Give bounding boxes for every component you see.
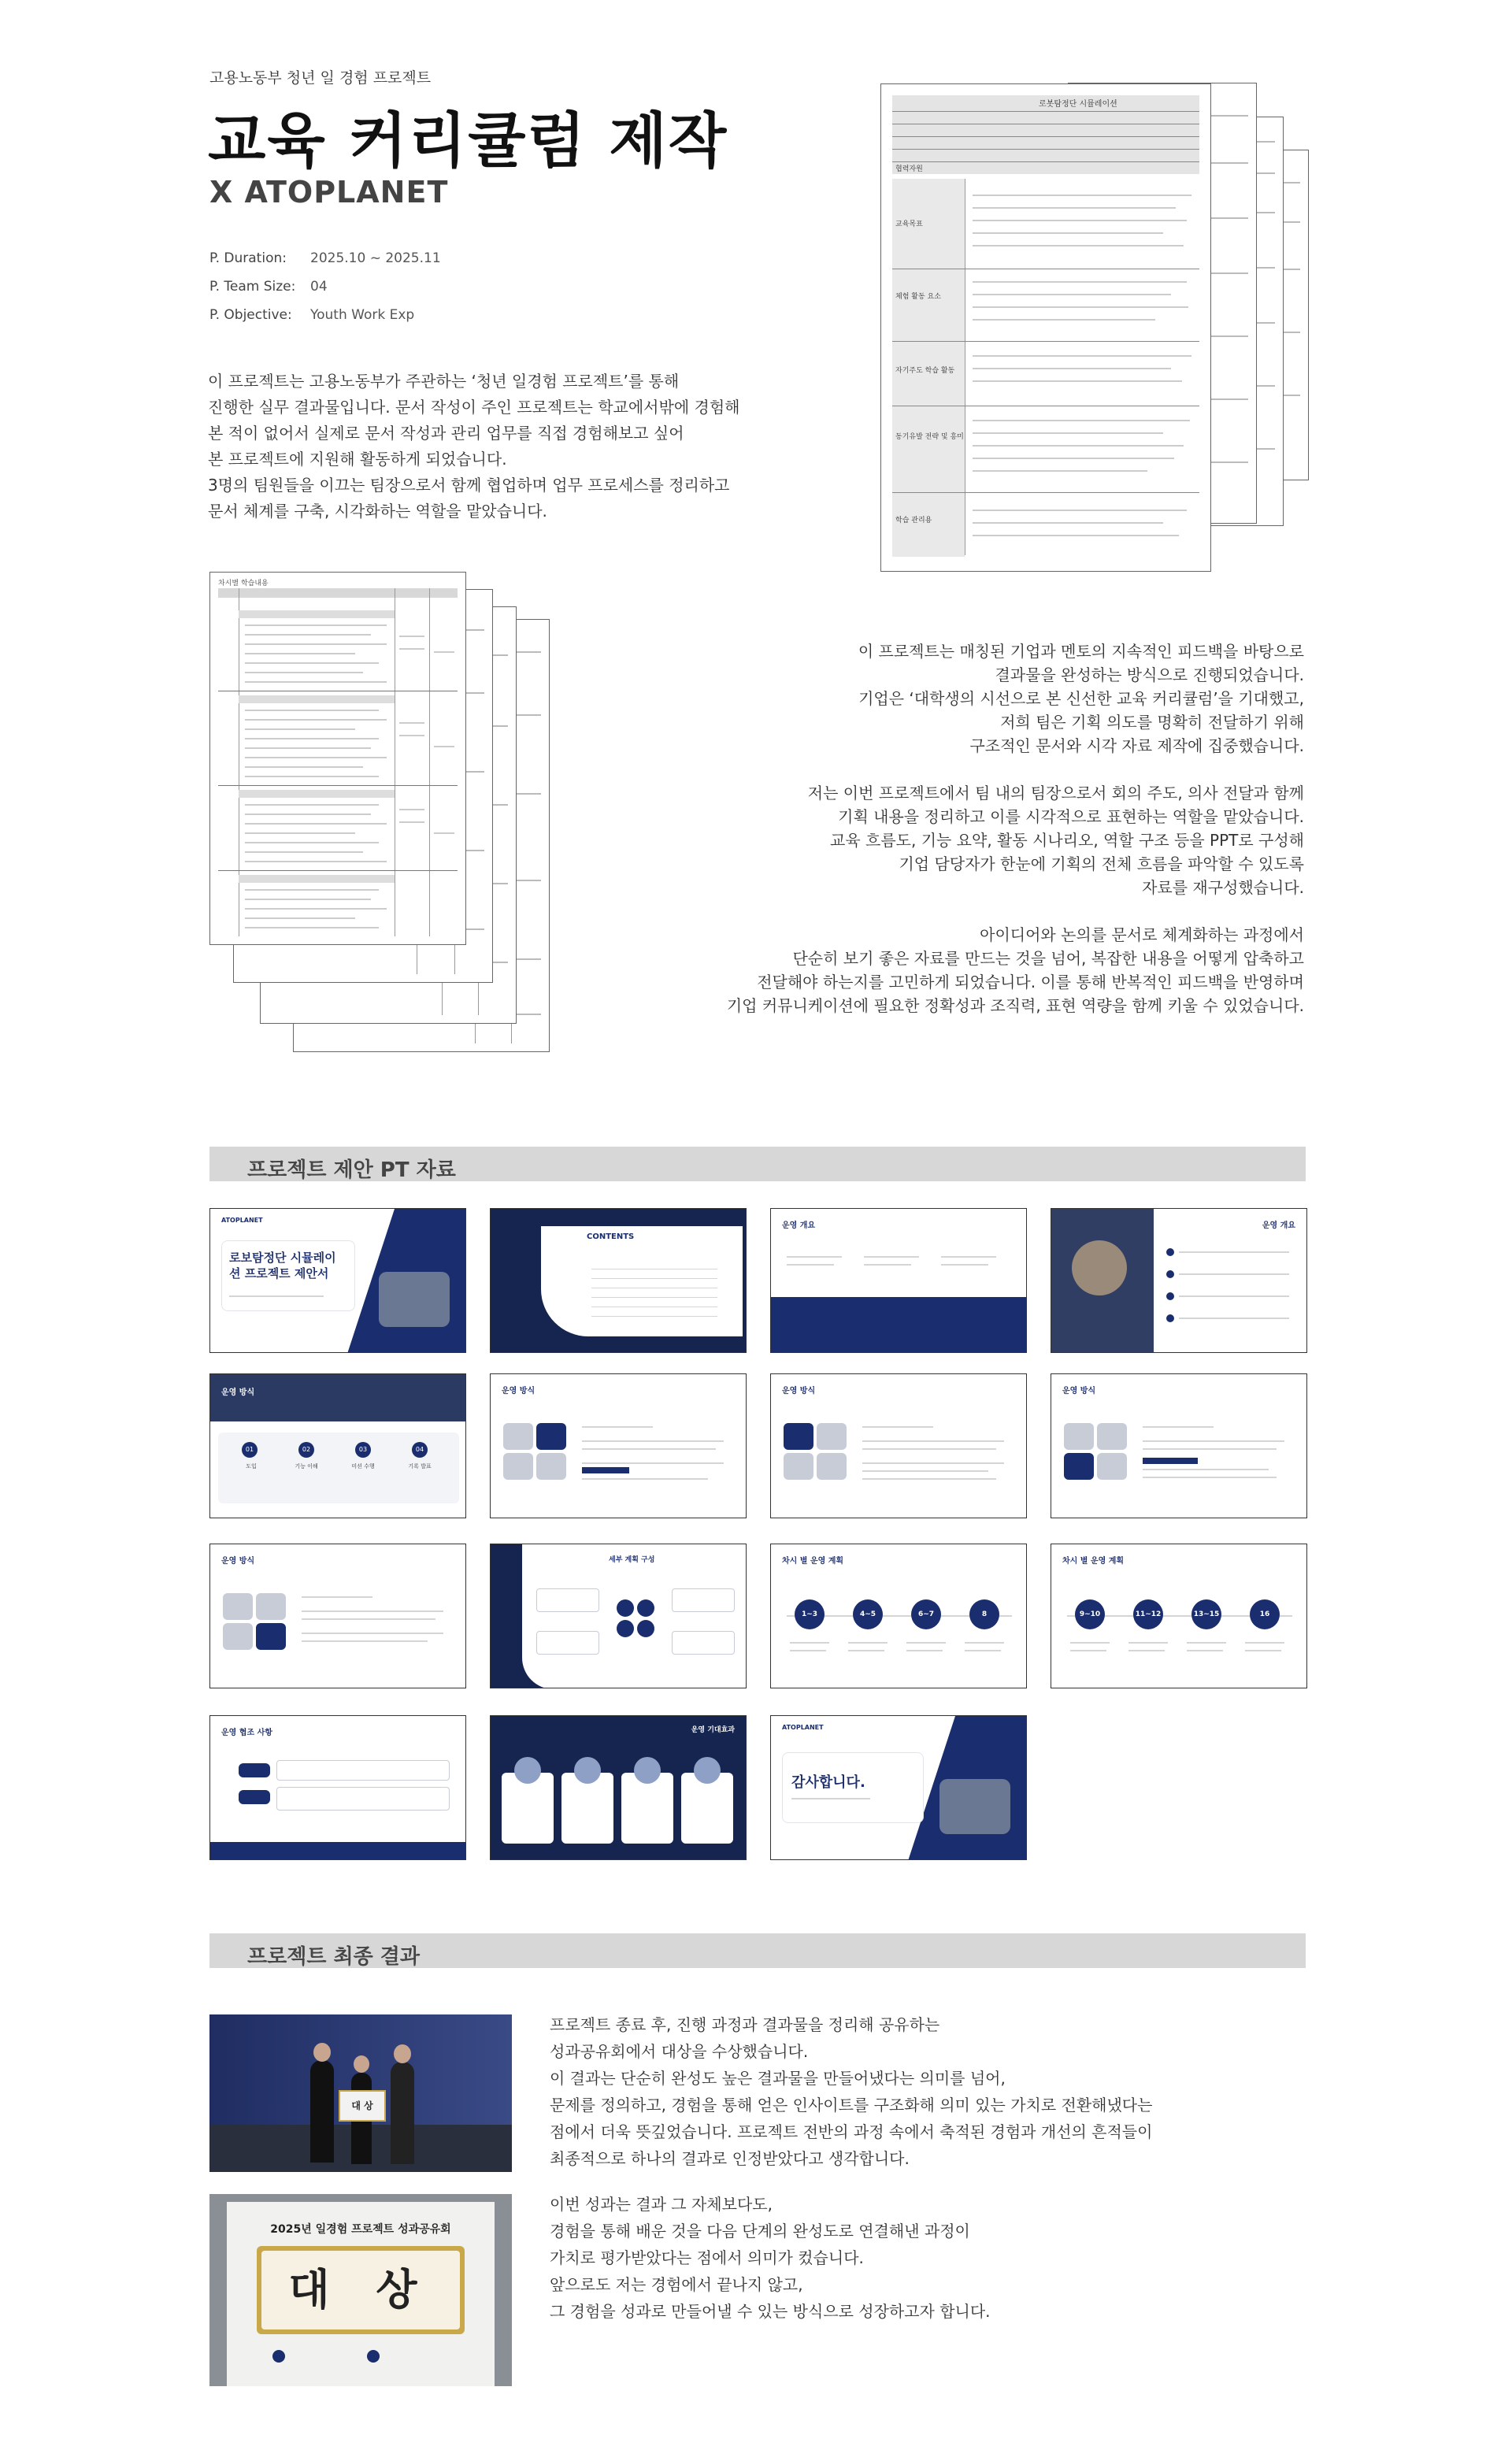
section-result-header: 프로젝트 최종 결과 <box>209 1933 1306 1968</box>
meta-objective: P. Objective: Youth Work Exp <box>209 307 415 323</box>
page-title: 교육 커리큘럼 제작 <box>208 106 728 176</box>
thanks-title: 감사합니다. <box>791 1774 865 1791</box>
result-paragraph-1: 프로젝트 종료 후, 진행 과정과 결과물을 정리해 공유하는 성과공유회에서 대상을 수상했습니다. 이 결과는 단순히 완성도 높은 결과물을 만들어냈다는 의미를 넘어, 문제를 정의하고, 경험을 통해 얻은 인사이트를 구조화해 의미 있는 가치로 전환해냈다는 점에서 더욱 뜻깊었습니다. 프로젝트 전반의 과정 속에서 축적된 경험과 개선의 흔적들이 최종적으로 하나의 결과로 인정받았다고 생각합니다. <box>550 2015 1153 2168</box>
partner-title: X ATOPLANET <box>209 175 449 209</box>
slide-plan-1: 차시 별 운영 계획 1~3 4~5 6~7 8 <box>770 1544 1027 1688</box>
slide-method-4: 운영 방식 <box>1051 1373 1307 1518</box>
slide-method-steps: 운영 방식 01 02 03 04 도입 기능 이해 미션 수행 기록 발표 <box>209 1373 466 1518</box>
award-certificate-photo: 2025년 일경험 프로젝트 성과공유회 대 상 <box>209 2194 512 2386</box>
slide-overview: 운영 개요 <box>770 1208 1027 1353</box>
left-doc-title: 차시별 학습내용 <box>218 580 269 587</box>
project-description: 이 프로젝트는 매칭된 기업과 멘토의 지속적인 피드백을 바탕으로 결과물을 완성하는 방식으로 진행되었습니다. 기업은 ‘대학생의 시선으로 본 신선한 교육 커리큘럼’을 기대했고, 저희 팀은 기획 의도를 명확히 전달하기 위해 구조적인 문서와 시각 자료 제작에 집중했습니다. 저는 이번 프로젝트에서 팀 내의 팀장으로서 회의 주도, 의사 전달과 함께 기획 내용을 정리하고 이를 시각적으로 표현하는 역할을 맡았습니다. 교육 흐름도, 기능 요약, 활동 시나리오, 역할 구조 등을 PPT로 구성해 기업 담당자가 한눈에 기획의 전체 흐름을 파악할 수 있도록 자료를 재구성했습니다. 아이디어와 논의를 문서로 체계화하는 과정에서 단순히 보기 좋은 자료를 만드는 것을 넘어, 복잡한 내용을 어떻게 압축하고 전달해야 하는지를 고민하게 되었습니다. 이를 통해 반복적인 피드백을 반영하며 기업 커뮤니케이션에 필요한 정확성과 조직력, 표현 역량을 함께 키울 수 있었습니다. <box>726 642 1304 1015</box>
award-grand-prize: 대 상 <box>261 2251 460 2329</box>
award-sign: 대 상 <box>339 2090 386 2122</box>
slide-goal: 운영 기대효과 <box>490 1715 747 1860</box>
meta-team-size: P. Team Size: 04 <box>209 279 328 295</box>
slide-plan-2: 차시 별 운영 계획 9~10 11~12 13~15 16 <box>1051 1544 1307 1688</box>
doc-page-front: 로봇탐정단 시뮬레이션 교육목표 체험 활동 요소 자기주도 학습 활동 동기유발 전략 및 흥미 학습 관리용 협력자원 <box>880 83 1211 572</box>
meta-duration: P. Duration: 2025.10 ~ 2025.11 <box>209 250 441 266</box>
doc-right-title: 로봇탐정단 시뮬레이션 <box>1039 100 1117 109</box>
award-ceremony-photo <box>209 2014 512 2172</box>
slide-thanks: ATOPLANET 감사합니다. <box>770 1715 1027 1860</box>
slide-method-5: 운영 방식 <box>209 1544 466 1688</box>
slide-overview-2: 운영 개요 <box>1051 1208 1307 1353</box>
left-doc-front <box>209 572 466 945</box>
intro-paragraph: 이 프로젝트는 고용노동부가 주관하는 ‘청년 일경험 프로젝트’를 통해 진행한 실무 결과물입니다. 문서 작성이 주인 프로젝트는 학교에서밖에 경험해 본 적이 없어서 실제로 문서 작성과 관리 업무를 직접 경험해보고 싶어 본 프로젝트에 지원해 활동하게 되었습니다. 3명의 팀원들을 이끄는 팀장으로서 함께 협업하며 업무 프로세스를 정리하고 문서 체계를 구축, 시각화하는 역할을 맡았습니다. <box>208 372 740 521</box>
slide-structure: 세부 계획 구성 <box>490 1544 747 1688</box>
slide-method-2: 운영 방식 <box>490 1373 747 1518</box>
project-subtitle: 고용노동부 청년 일 경험 프로젝트 <box>209 69 432 87</box>
slide-cover: ATOPLANET 로보탐정단 시뮬레이션 프로젝트 제안서 <box>209 1208 466 1353</box>
cover-title: 로보탐정단 시뮬레이션 프로젝트 제안서 <box>229 1251 336 1281</box>
slide-request: 운영 협조 사항 <box>209 1715 466 1860</box>
slide-contents: CONTENTS <box>490 1208 747 1353</box>
section-pt-header: 프로젝트 제안 PT 자료 <box>209 1147 1306 1181</box>
slide-method-3: 운영 방식 <box>770 1373 1027 1518</box>
result-paragraph-2: 이번 성과는 결과 그 자체보다도, 경험을 통해 배운 것을 다음 단계의 완성도로 연결해낸 과정이 가치로 평가받았다는 점에서 의미가 컸습니다. 앞으로도 저는 경험에서 끝나지 않고, 그 경험을 성과로 만들어낼 수 있는 방식으로 성장하고자 합니다. <box>550 2195 991 2321</box>
